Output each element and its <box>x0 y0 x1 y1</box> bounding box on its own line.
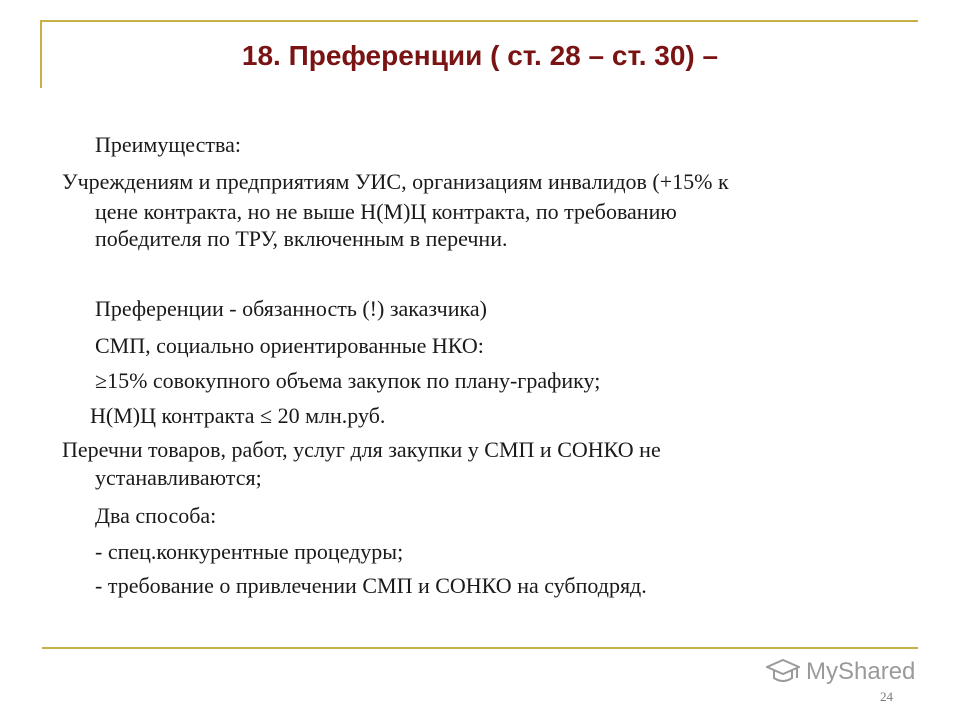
page-number: 24 <box>880 689 893 704</box>
watermark-text: MyShared <box>806 658 916 685</box>
body-line: ≥15% совокупного объема закупок по плану-графику; <box>95 368 601 393</box>
body-line: Преимущества: <box>95 132 241 157</box>
body-line: СМП, социально ориентированные НКО: <box>95 333 484 358</box>
bottom-accent-line <box>42 647 918 649</box>
watermark <box>766 657 915 687</box>
top-accent-line <box>42 20 918 22</box>
body-line: цене контракта, но не выше Н(М)Ц контракта, по требованию <box>95 199 677 224</box>
body-line: победителя по ТРУ, включенным в перечни. <box>95 226 508 251</box>
body-line: устанавливаются; <box>95 465 262 490</box>
body-line: - спец.конкурентные процедуры; <box>95 539 404 564</box>
body-line: Н(М)Ц контракта ≤ 20 млн.руб. <box>90 403 386 428</box>
slide-title: 18. Преференции ( ст. 28 – ст. 30) – <box>241 40 719 71</box>
body-line: Преференции - обязанность (!) заказчика) <box>95 296 487 321</box>
body-line: Два способа: <box>95 503 217 528</box>
body-line: - требование о привлечении СМП и СОНКО на субподряд. <box>95 573 647 598</box>
body-line: Учреждениям и предприятиям УИС, организациям инвалидов (+15% к <box>62 169 729 194</box>
mortarboard-icon <box>766 658 800 686</box>
body-line: Перечни товаров, работ, услуг для закупки у СМП и СОНКО не <box>62 437 661 462</box>
